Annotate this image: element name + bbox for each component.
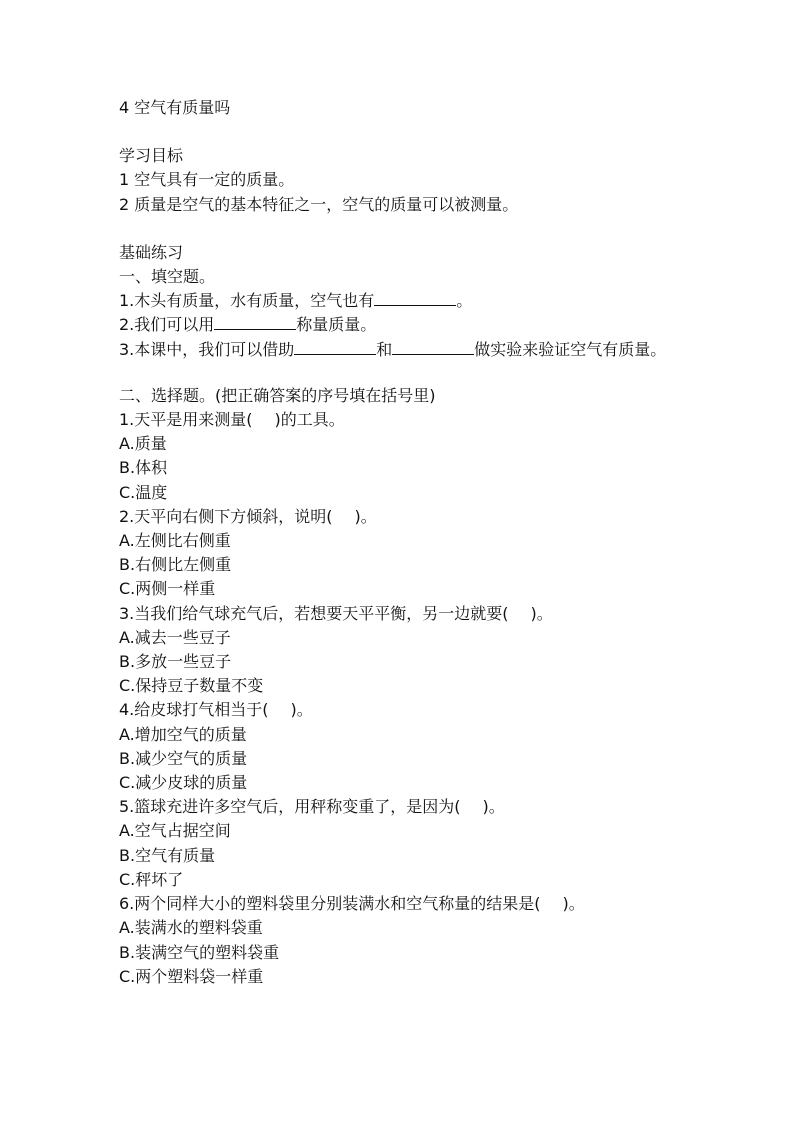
- option-c: C.减少皮球的质量: [119, 773, 248, 793]
- question-stem: [119, 505, 679, 529]
- question-text: 和: [376, 339, 393, 359]
- option-c: C.两个塑料袋一样重: [119, 966, 264, 986]
- question-text: 。: [456, 291, 473, 311]
- worksheet-content: [119, 96, 679, 989]
- option-c: C.温度: [119, 482, 168, 502]
- question-text: )。: [354, 506, 377, 526]
- option-a: A.装满水的塑料袋重: [119, 918, 263, 938]
- question-text: 4.给皮球打气相当于(: [119, 700, 269, 720]
- goal-item-2: 2 质量是空气的基本特征之一，空气的质量可以被测量。: [119, 194, 519, 214]
- option-a: A.空气占据空间: [119, 821, 231, 841]
- option-a: A.左侧比右侧重: [119, 531, 231, 551]
- question-stem: [119, 408, 679, 432]
- question-text: )的工具。: [274, 410, 345, 430]
- fill-question-2: [119, 313, 679, 337]
- spacer: [119, 362, 679, 384]
- spacer: [119, 120, 679, 144]
- choice-question-6: [119, 892, 679, 989]
- option-b: B.装满空气的塑料袋重: [119, 942, 280, 962]
- lesson-title: 4 空气有质量吗: [119, 98, 231, 117]
- choice-question-3: [119, 602, 679, 699]
- option-a: A.减去一些豆子: [119, 627, 231, 647]
- goal-item-1: 1 空气具有一定的质量。: [119, 170, 295, 190]
- question-text: 6.两个同样大小的塑料袋里分别装满水和空气称量的结果是(: [119, 894, 541, 914]
- question-stem: [119, 892, 679, 916]
- goals-heading: 学习目标: [119, 146, 184, 166]
- question-text: )。: [290, 700, 313, 720]
- fill-question-3: [119, 338, 679, 362]
- question-stem: [119, 698, 679, 722]
- option-c: C.保持豆子数量不变: [119, 676, 264, 696]
- option-a: A.增加空气的质量: [119, 724, 247, 744]
- question-text: 2.我们可以用: [119, 315, 215, 335]
- question-text: 1.木头有质量，水有质量，空气也有: [119, 291, 375, 311]
- question-text: )。: [530, 603, 553, 623]
- question-text: 1.天平是用来测量(: [119, 410, 253, 430]
- choice-question-4: [119, 698, 679, 795]
- spacer: [119, 217, 679, 241]
- question-text: )。: [562, 894, 585, 914]
- fill-question-1: [119, 289, 679, 313]
- option-c: C.两侧一样重: [119, 579, 216, 599]
- question-text: 3.本课中，我们可以借助: [119, 339, 295, 359]
- question-stem: [119, 602, 679, 626]
- choice-question-5: [119, 795, 679, 892]
- basics-heading: 基础练习: [119, 242, 184, 262]
- question-text: 3.当我们给气球充气后，若想要天平平衡，另一边就要(: [119, 603, 509, 623]
- answer-blank[interactable]: [214, 314, 296, 330]
- question-text: 2.天平向右侧下方倾斜，说明(: [119, 506, 333, 526]
- question-text: 称量质量。: [296, 315, 377, 335]
- option-b: B.体积: [119, 458, 168, 478]
- question-text: 5.篮球充进许多空气后，用秤称变重了，是因为(: [119, 797, 461, 817]
- option-b: B.减少空气的质量: [119, 748, 248, 768]
- answer-blank[interactable]: [374, 290, 456, 306]
- answer-blank[interactable]: [294, 339, 376, 355]
- question-text: )。: [482, 797, 505, 817]
- fill-heading: 一、填空题。: [119, 267, 216, 287]
- option-c: C.秤坏了: [119, 869, 184, 889]
- question-stem: [119, 795, 679, 819]
- option-b: B.空气有质量: [119, 845, 216, 865]
- answer-blank[interactable]: [392, 339, 474, 355]
- question-text: 做实验来验证空气有质量。: [474, 339, 667, 359]
- choice-heading: 二、选择题。(把正确答案的序号填在括号里): [119, 385, 436, 405]
- choice-question-1: [119, 408, 679, 505]
- option-a: A.质量: [119, 434, 167, 454]
- option-b: B.右侧比左侧重: [119, 555, 232, 575]
- choice-question-2: [119, 505, 679, 602]
- option-b: B.多放一些豆子: [119, 652, 232, 672]
